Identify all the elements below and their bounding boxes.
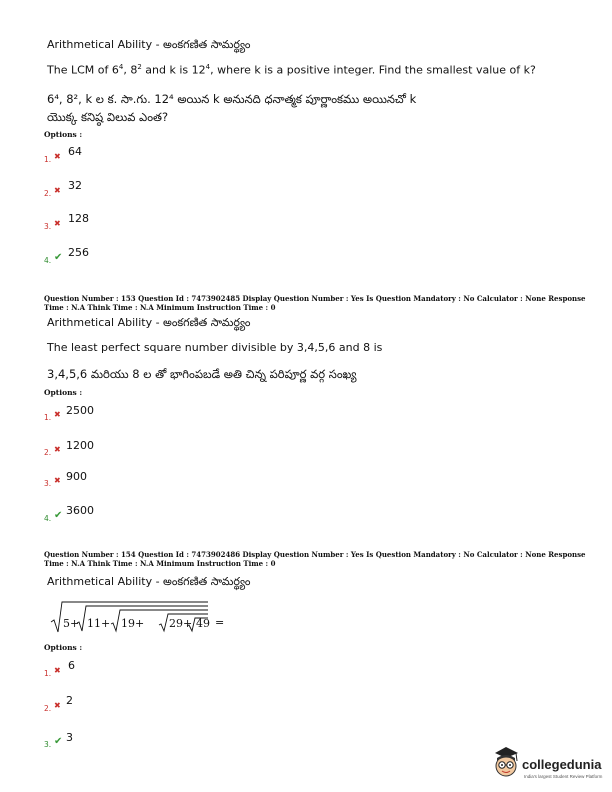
option-value: 1200 [66, 439, 94, 452]
question-text: The least perfect square number divisible by 3,4,5,6 and 8 is [47, 341, 383, 354]
equals-sign: = [215, 616, 225, 629]
question-text-telugu: 6⁴, 8², k ల క. సా.గు. 12⁴ అయిన k అనునది ధనాత్మక పూర్ణాంకము అయినచో k [47, 92, 417, 106]
radicand-19: 19+ [121, 617, 145, 630]
option-number: 2. [44, 704, 52, 713]
cross-icon: ✖ [54, 701, 61, 710]
radicand-11: 11+ [87, 617, 111, 630]
option-value: 32 [68, 179, 82, 192]
option-value: 256 [68, 246, 89, 259]
nested-radical-expression [50, 596, 225, 634]
cross-icon: ✖ [54, 476, 61, 485]
options-label: Options : [44, 643, 83, 652]
cross-icon: ✖ [54, 152, 61, 161]
question-meta-line2: Time : N.A Think Time : N.A Minimum Instruction Time : 0 [44, 303, 276, 312]
option-number: 4. [44, 256, 52, 265]
option-value: 900 [66, 470, 87, 483]
question-text: The LCM of $6^4$, $8^2$ and k is $12^4$, where k is a positive integer. Find the smallest value of k? [47, 63, 536, 77]
option-number: 1. [44, 669, 52, 678]
options-label: Options : [44, 130, 83, 139]
cross-icon: ✖ [54, 445, 61, 454]
option-value: 128 [68, 212, 89, 225]
cross-icon: ✖ [54, 666, 61, 675]
question-meta: Question Number : 154 Question Id : 7473902486 Display Question Number : Yes Is Question Mandatory : No Calculator : None Response [44, 550, 586, 559]
subject-label: Arithmetical Ability - అంకగణిత సామర్థ్యం [47, 38, 251, 51]
radicand-49: 49 [196, 617, 210, 630]
collegedunia-logo [491, 744, 609, 784]
radicand-5: 5+ [63, 617, 80, 630]
option-number: 3. [44, 740, 52, 749]
option-number: 1. [44, 155, 52, 164]
option-number: 4. [44, 514, 52, 523]
option-number: 3. [44, 479, 52, 488]
option-value: 3600 [66, 504, 94, 517]
check-icon: ✔ [54, 510, 63, 521]
subject-label: Arithmetical Ability - అంకగణిత సామర్థ్యం [47, 316, 251, 329]
subject-label: Arithmetical Ability - అంకగణిత సామర్థ్యం [47, 575, 251, 588]
option-number: 2. [44, 189, 52, 198]
question-text-telugu-line2: యొక్క కనిష్ఠ విలువ ఎంత? [47, 110, 169, 124]
check-icon: ✔ [54, 252, 63, 263]
brand-name: collegedunia [522, 757, 602, 772]
cross-icon: ✖ [54, 410, 61, 419]
question-text-telugu: 3,4,5,6 మరియు 8 ల తో భాగింపబడే అతి చిన్న పరిపూర్ణ వర్గ సంఖ్య [47, 367, 357, 381]
options-label: Options : [44, 388, 83, 397]
radicand-29: 29+ [169, 617, 193, 630]
option-number: 2. [44, 448, 52, 457]
option-number: 3. [44, 222, 52, 231]
option-value: 64 [68, 145, 82, 158]
question-meta-line2: Time : N.A Think Time : N.A Minimum Instruction Time : 0 [44, 559, 276, 568]
option-value: 6 [68, 659, 75, 672]
cross-icon: ✖ [54, 219, 61, 228]
option-value: 2 [66, 694, 73, 707]
option-value: 3 [66, 731, 73, 744]
brand-tagline: India's largest Student Review Platform [524, 774, 603, 779]
option-value: 2500 [66, 404, 94, 417]
mascot-icon [491, 744, 521, 784]
option-number: 1. [44, 413, 52, 422]
cross-icon: ✖ [54, 186, 61, 195]
question-meta: Question Number : 153 Question Id : 7473902485 Display Question Number : Yes Is Question Mandatory : No Calculator : None Response [44, 294, 586, 303]
check-icon: ✔ [54, 736, 63, 747]
